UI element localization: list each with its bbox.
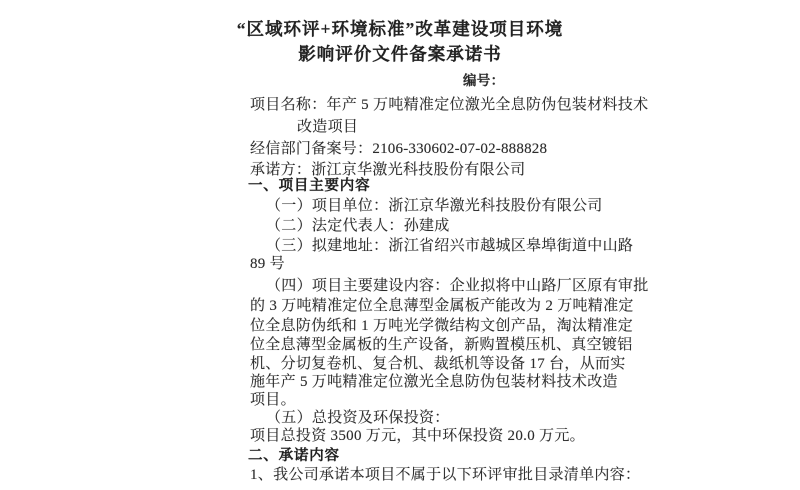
section1-heading: 一、项目主要内容 bbox=[248, 178, 371, 194]
project-name-value: 年产 5 万吨精准定位激光全息防伪包装材料技术 bbox=[326, 97, 649, 113]
filing-number-row bbox=[250, 140, 547, 158]
section1-construction-line: 位全息防伪纸和 1 万吨光学微结构文创产品，淘汰精准定 bbox=[250, 318, 634, 334]
section1-construction-line: 机、分切复卷机、复合机、裁纸机等设备 17 台，从而实 bbox=[250, 356, 626, 372]
section1-construction-line: 的 3 万吨精准定位全息薄型金属板产能改为 2 万吨精准定 bbox=[250, 298, 634, 314]
section1-item-legal-rep: （二）法定代表人：孙建成 bbox=[266, 218, 450, 234]
project-name-label: 项目名称： bbox=[250, 97, 327, 113]
project-name-value-wrap: 改造项目 bbox=[297, 119, 359, 135]
section2-heading: 二、承诺内容 bbox=[248, 448, 340, 464]
section1-item-unit: （一）项目单位：浙江京华激光科技股份有限公司 bbox=[266, 198, 603, 214]
section1-item-address-line1: （三）拟建地址：浙江省绍兴市越城区皋埠街道中山路 bbox=[266, 238, 634, 254]
section1-construction-line: 施年产 5 万吨精准定位激光全息防伪包装材料技术改造 bbox=[250, 374, 618, 390]
section1-investment-detail: 项目总投资 3500 万元，其中环保投资 20.0 万元。 bbox=[250, 428, 585, 444]
promisor-label: 承诺方： bbox=[250, 162, 312, 178]
document-title-line1: “区域环评+环境标准”改革建设项目环境 bbox=[236, 19, 564, 39]
filing-number-value: 2106-330602-07-02-888828 bbox=[372, 141, 548, 157]
document-title-line2: 影响评价文件备案承诺书 bbox=[298, 44, 502, 64]
section1-item-address-line2: 89 号 bbox=[250, 256, 285, 272]
serial-number-label: 编号： bbox=[463, 73, 505, 88]
project-name-row bbox=[250, 96, 648, 114]
filing-number-label: 经信部门备案号： bbox=[250, 141, 373, 157]
section2-item1: 1、我公司承诺本项目不属于以下环评审批目录清单内容： bbox=[250, 467, 641, 483]
section1-investment-heading: （五）总投资及环保投资： bbox=[266, 410, 450, 426]
section1-construction-line: 位全息薄型金属板的生产设备，新购置模压机、真空镀铝 bbox=[250, 337, 633, 353]
section1-construction-line: 项目。 bbox=[250, 392, 296, 408]
section1-construction-line: （四）项目主要建设内容：企业拟将中山路厂区原有审批 bbox=[266, 278, 649, 294]
promisor-value: 浙江京华激光科技股份有限公司 bbox=[311, 162, 526, 178]
